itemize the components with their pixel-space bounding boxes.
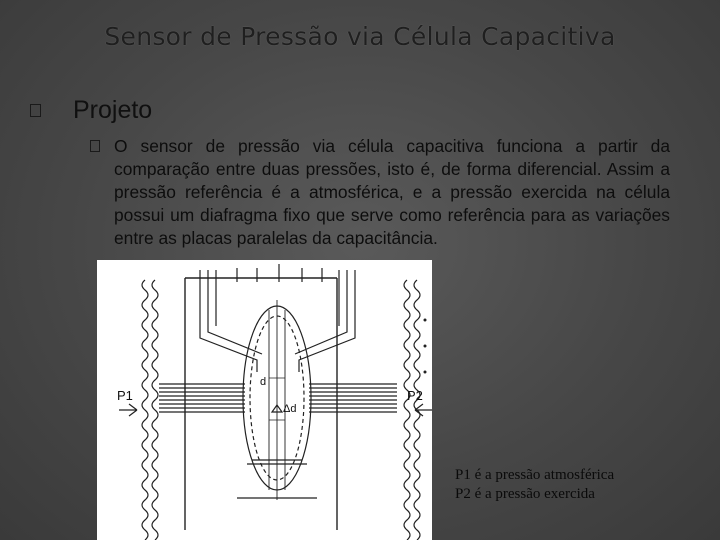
bullet-level2 bbox=[90, 135, 670, 250]
label-dx: Δd bbox=[283, 403, 297, 415]
label-p2: P2 bbox=[407, 388, 423, 403]
bullet-level1-text: Projeto bbox=[73, 96, 153, 124]
capacitive-cell-drawing bbox=[97, 260, 432, 540]
caption-line-p1: P1 é a pressão atmosférica bbox=[455, 467, 615, 483]
bullet-box-icon bbox=[30, 104, 41, 117]
slide-title: Sensor de Pressão via Célula Capacitiva bbox=[104, 22, 616, 51]
bullet-box-icon bbox=[90, 140, 100, 152]
bullet-level2-text: O sensor de pressão via célula capacitiva funciona a partir da comparação entre duas pressões, isto é, de forma diferencial. Assim a pressão referência é a atmosférica, e a pressão exercida na célula possui um diafragma fixo que serve como referência para as variações entre as placas paralelas da capacitância. bbox=[114, 136, 670, 248]
figure-caption bbox=[455, 466, 614, 504]
bullet-level1 bbox=[30, 96, 152, 125]
sensor-diagram bbox=[97, 260, 432, 540]
caption-line-p2: P2 é a pressão exercida bbox=[455, 486, 595, 502]
label-p1: P1 bbox=[117, 388, 133, 403]
label-d: d bbox=[260, 376, 267, 388]
